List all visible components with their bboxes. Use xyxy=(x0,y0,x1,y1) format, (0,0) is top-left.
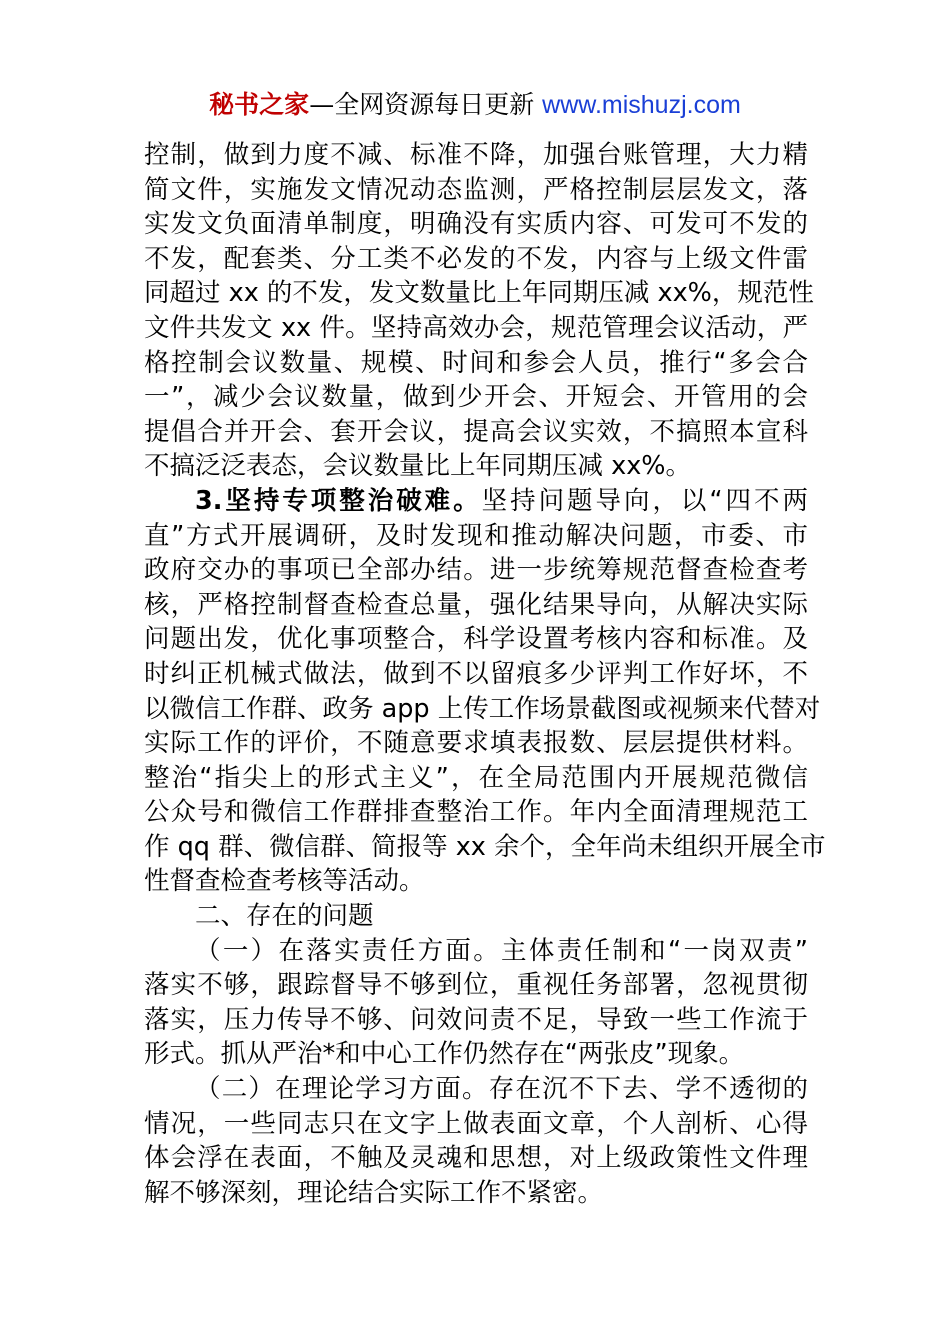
page-header xyxy=(0,88,950,122)
subsection-line: （一）在落实责任方面。主体责任制和“一岗双责” xyxy=(195,935,808,966)
document-body xyxy=(144,138,826,1210)
text-line: 以微信工作群、政务 app 上传工作场景截图或视频来代替对 xyxy=(144,693,821,724)
section-title: 二、存在的问题 xyxy=(195,901,374,932)
text-line: 情况，一些同志只在文字上做表面文章，个人剖析、心得 xyxy=(144,1108,808,1139)
text-line: 核，严格控制督查检查总量，强化结果导向，从解决实际 xyxy=(144,589,808,620)
text-line: 政府交办的事项已全部办结。进一步统筹规范督查检查考 xyxy=(144,555,808,586)
text-line: 时纠正机械式做法，做到不以留痕多少评判工作好坏，不 xyxy=(144,658,808,689)
text-line: 体会浮在表面，不触及灵魂和思想，对上级政策性文件理 xyxy=(144,1143,808,1174)
text-line: 简文件，实施发文情况动态监测，严格控制层层发文，落 xyxy=(144,174,808,205)
site-brand: 秘书之家 xyxy=(209,90,310,119)
text-line: 整治“指尖上的形式主义”，在全局范围内开展规范微信 xyxy=(144,762,808,793)
text-line: 控制，做到力度不减、标准不降，加强台账管理，大力精 xyxy=(144,140,808,170)
text-line: 同超过 xx 的不发，发文数量比上年同期压减 xx%，规范性 xyxy=(144,278,814,309)
section-heading-line: 3.坚持专项整治破难。坚持问题导向，以“四不两 xyxy=(195,485,808,516)
site-url-link[interactable]: www.mishuzj.com xyxy=(542,91,741,119)
text-line: 一”，减少会议数量，做到少开会、开短会、开管用的会 xyxy=(144,382,808,413)
text-line: 实际工作的评价，不随意要求填表报数、层层提供材料。 xyxy=(144,728,808,759)
text-line: 形式。抓从严治*和中心工作仍然存在“两张皮”现象。 xyxy=(144,1039,745,1070)
text-line: 落实不够，跟踪督导不够到位，重视任务部署，忽视贯彻 xyxy=(144,970,808,1001)
header-tagline: 全网资源每日更新 xyxy=(334,90,535,119)
text-line: 性督查检查考核等活动。 xyxy=(144,866,425,897)
subsection-line: （二）在理论学习方面。存在沉不下去、学不透彻的 xyxy=(195,1074,808,1105)
text-line: 文件共发文 xx 件。坚持高效办会，规范管理会议活动，严 xyxy=(144,312,808,343)
text-line: 格控制会议数量、规模、时间和参会人员，推行“多会合 xyxy=(144,347,808,378)
text-line: 提倡合并开会、套开会议，提高会议实效，不搞照本宣科 xyxy=(144,416,808,447)
text-line: 落实，压力传导不够、问效问责不足，导致一些工作流于 xyxy=(144,1004,808,1035)
text-line: 作 qq 群、微信群、简报等 xx 余个，全年尚未组织开展全市 xyxy=(144,831,826,862)
text-line: 问题出发，优化事项整合，科学设置考核内容和标准。及 xyxy=(144,624,808,655)
text-line: 直”方式开展调研，及时发现和推动解决问题，市委、市 xyxy=(144,520,808,551)
text-line: 不发，配套类、分工类不必发的不发，内容与上级文件雷 xyxy=(144,243,808,274)
text-line: 实发文负面清单制度，明确没有实质内容、可发可不发的 xyxy=(144,209,808,240)
text-line: 不搞泛泛表态，会议数量比上年同期压减 xx%。 xyxy=(144,451,692,482)
text-line: 公众号和微信工作群排查整治工作。年内全面清理规范工 xyxy=(144,797,808,828)
section-heading: 3.坚持专项整治破难。 xyxy=(195,485,482,516)
header-separator: — xyxy=(309,90,335,119)
text-line: 解不够深刻，理论结合实际工作不紧密。 xyxy=(144,1177,604,1208)
